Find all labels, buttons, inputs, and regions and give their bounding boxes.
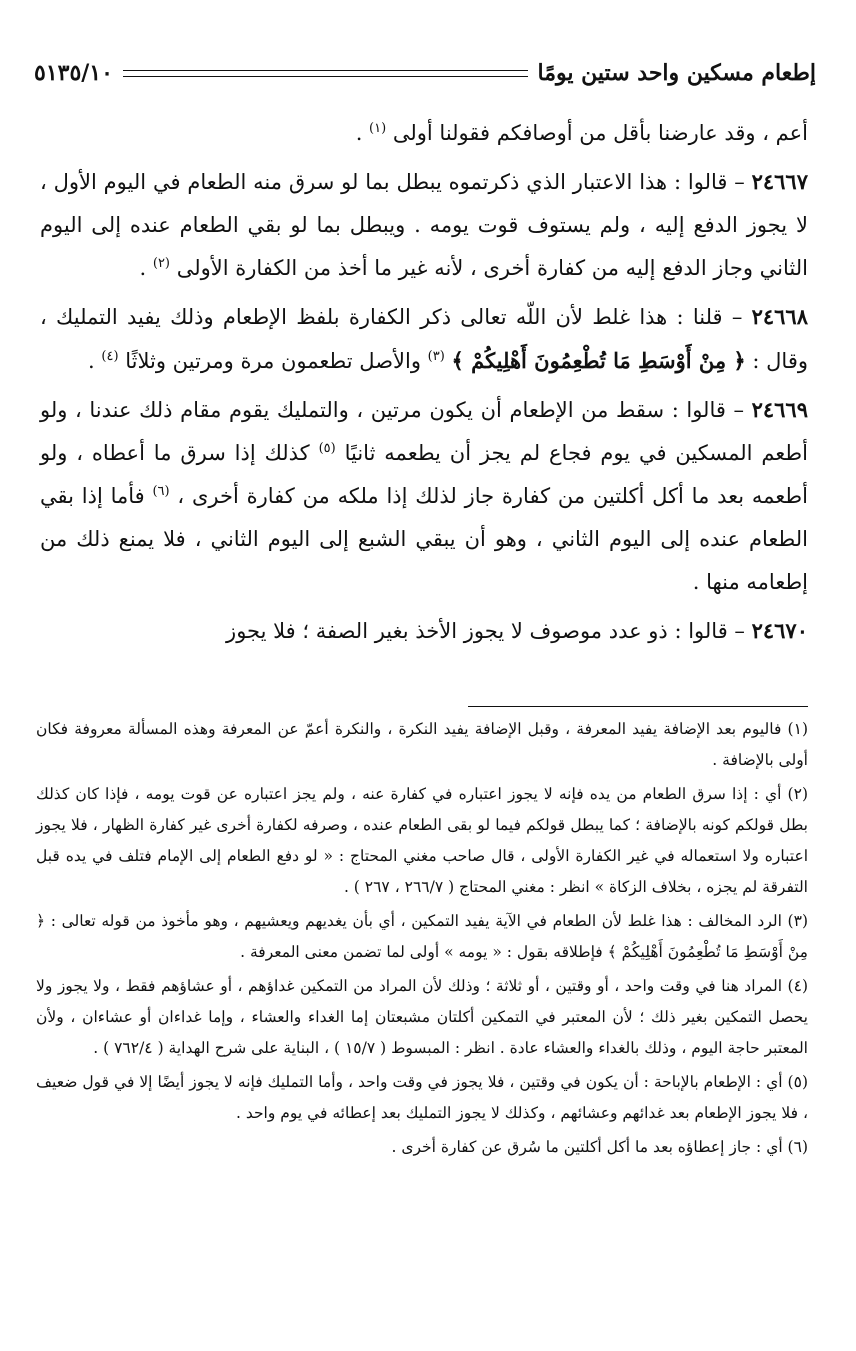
- footnote-separator: [468, 706, 808, 707]
- footnote: (٤) المراد هنا في وقت واحد ، أو وقتين ، أو ثلاثة ؛ وذلك لأن المراد من التمكين غداؤهم ، أو عشاؤهم فقط ، ولا يجوز ولا يحصل التمكين بغير ذلك ؛ لأن المعتبر في التمكين أكلتان مشبعتان إما الغداء والعشاء ، وإما غداءان أو عشاءان ، ولأن المعتبر حاجة اليوم ، وذلك بالغداء والعشاء عادة . انظر : المبسوط ( ١٥/٧ ) ، البناية على شرح الهداية ( ٧٦٢/٤ ) .: [36, 977, 808, 1057]
- paragraph: [40, 388, 808, 604]
- paragraph-text-end: .: [88, 349, 102, 373]
- footnote-marker: (٦): [152, 484, 170, 499]
- paragraph-text-end: .: [139, 256, 153, 280]
- footnote: (٣) الرد المخالف : هذا غلط لأن الطعام في الآية يفيد التمكين ، أي بأن يغديهم ويعشيهم ، وهو مأخوذ من قوله تعالى : ﴿ مِنْ أَوْسَطِ مَا تُطْعِمُونَ أَهْلِيكُمْ ﴾ فإطلاقه بقول : « يومه » أولى لما تضمن معنى المعرفة .: [36, 912, 808, 961]
- paragraph: [40, 609, 808, 653]
- main-text: [40, 112, 808, 658]
- entry-number: ٢٤٦٧٠: [751, 618, 808, 643]
- paragraph-text-end: فأما إذا بقي الطعام عنده إلى اليوم الثاني ، وهو أن يبقي الشبع إلى اليوم الثاني ، فلا يمنع ذلك من إطعامه منها .: [40, 484, 808, 594]
- footnote-marker: (٢): [152, 256, 170, 271]
- footnote: (٢) أي : إذا سرق الطعام من يده فإنه لا يجوز اعتباره في كفارة عنه ، ولم يجز اعتباره عن قوت يومه ، فإذا كان كذلك بطل قولكم كونه بالإضافة ؛ كما يبطل قولكم فيما لو بقى الطعام عنده ، وصرفه لكفارة أخرى غير كفارة الظهار ، فلا يجوز اعتباره ولا استعماله في غير الكفارة الأولى ، قال صاحب مغني المحتاج : « لو دفع الطعام إلى الإمام فتلف في يده قبل التفرقة لم يجزه ، بخلاف الزكاة » انظر : مغني المحتاج ( ٢٦٦/٧ ، ٢٦٧ ) .: [36, 785, 808, 896]
- paragraph-text: – قلنا : هذا غلط لأن اللّه تعالى ذكر الكفارة بلفظ الإطعام وذلك يفيد التمليك ، وقال :: [40, 305, 808, 373]
- paragraph-text: – قالوا : سقط من الإطعام أن يكون مرتين ، والتمليك يقوم مقام ذلك عندنا ، ولو أطعم المسكين في يوم فجاع لم يجز أن يطعمه ثانيًا: [40, 398, 808, 465]
- footnote-marker: (٥): [318, 441, 336, 456]
- paragraph-text-end: .: [355, 121, 370, 145]
- footnote: (٦) أي : جاز إعطاؤه بعد ما أكل أكلتين ما سُرق عن كفارة أخرى .: [391, 1138, 808, 1156]
- footnote: (٥) أي : الإطعام بالإباحة : أن يكون في وقتين ، فلا يجوز في وقت واحد ، وأما التمليك فإنه لا يجوز أيضًا إلا في قول ضعيف ، فلا يجوز الإطعام بعد غدائهم وعشائهم ، وكذلك لا يجوز التمليك بعد إعطائه في يوم واحد .: [36, 1073, 808, 1122]
- paragraph-text-mid: كذلك إذا سرق ما أعطاه ، ولو أطعمه بعد ما أكل أكلتين من كفارة جاز لذلك إذا ملكه من كفارة أخرى ،: [40, 441, 808, 508]
- paragraph: [40, 295, 808, 383]
- footnote: (١) فاليوم بعد الإضافة يفيد المعرفة ، وقبل الإضافة يفيد النكرة ، والنكرة أعمّ عن المعرفة وهذه المسألة معروفة فكان أولى بالإضافة .: [36, 720, 808, 769]
- paragraph-text: – قالوا : هذا الاعتبار الذي ذكرتموه يبطل بما لو سرق منه الطعام في اليوم الأول ، لا يجوز الدفع إليه ، ولم يستوف قوت يومه . ويبطل بما لو بقي الطعام عنده إلى اليوم الثاني وجاز الدفع إليه من كفارة أخرى ، لأنه غير ما أخذ من الكفارة الأولى: [40, 170, 808, 280]
- page-reference: ٥١٣٥/١٠: [34, 60, 113, 86]
- footnote-marker: (١): [369, 121, 387, 136]
- paragraph-text: – قالوا : ذو عدد موصوف لا يجوز الأخذ بغير الصفة ؛ فلا يجوز: [226, 619, 752, 643]
- running-header: [34, 56, 816, 90]
- footnote-marker: (٣): [427, 349, 445, 364]
- footnotes: [36, 714, 808, 1166]
- quran-verse: ﴿ مِنْ أَوْسَطِ مَا تُطْعِمُونَ أَهْلِيكُمْ ﴾: [451, 348, 746, 373]
- paragraph-text-mid: والأصل تطعمون مرة ومرتين وثلاثًا: [125, 349, 428, 373]
- paragraph: [40, 160, 808, 290]
- header-title: إطعام مسكين واحد ستين يومًا: [537, 60, 816, 86]
- paragraph: [40, 112, 808, 155]
- entry-number: ٢٤٦٦٧: [751, 169, 808, 194]
- paragraph-text: أعم ، وقد عارضنا بأقل من أوصافكم فقولنا أولى: [392, 121, 808, 145]
- footnote-marker: (٤): [101, 349, 119, 364]
- header-rule: [123, 70, 528, 77]
- entry-number: ٢٤٦٦٩: [751, 397, 808, 422]
- entry-number: ٢٤٦٦٨: [751, 304, 808, 329]
